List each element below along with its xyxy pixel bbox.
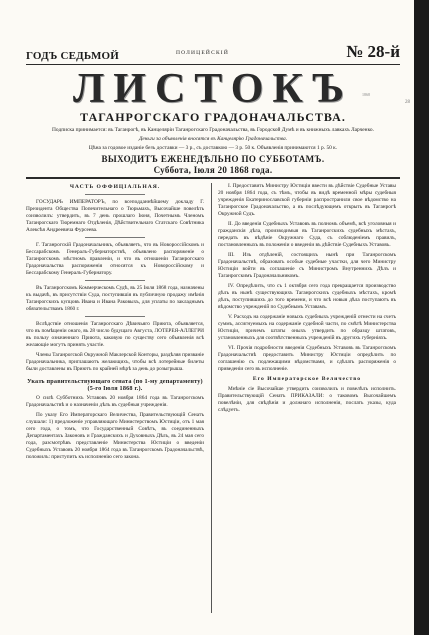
imperial-approval-title: Его Императорское Величество [252,376,362,382]
article-paragraph: По указу Его Императорскаго Величества, Правительствующій Сенатъ слушали: 1) предложеніе управляющаго Министерствомъ Юстиціи, отъ 1 мая сего года, о томъ, что Государственный Совѣтъ, въ соединенныхъ Департаментахъ Законовъ и Гражданскихъ и Духовныхъ Дѣлъ, въ 24 мая сего года, разсмотрѣвъ представленіе Министерства Юстиціи о введеніи Судебныхъ Уставовъ 20 ноября 1864 года въ Таганрогскомъ Градоначальствѣ, положилъ: приступить къ исполненію сего закона. [26,412,204,460]
police-label: ПОЛИЦЕЙСКІЙ [176,50,230,56]
column-divider [211,183,212,613]
senate-decree-title: Указъ правительствующаго сената (по 1-му департаменту) (5-го Іюля 1868 г.). [27,378,203,392]
subscription-line-2: Цѣна за годовое изданіе безъ доставки — 3 р., съ доставкою — 3 р. 50 к. Объявленія принимаются 1 р. 50 к. [88,145,338,151]
divider-rule [85,194,145,195]
article-paragraph: Въ Таганрогскомъ Коммерческомъ Судѣ, въ 25 Іюля 1868 года, назначены къ выдачѣ, въ присутствіи Суда, поступившія въ публичную продажу имѣнія Таганрогскихъ купцовъ Ивана и Ивана Раковыхъ, для уплаты по закладнымъ обязательствамъ 1860 г. [26,285,204,312]
article-paragraph: ГОСУДАРЬ ИМПЕРАТОРЪ, по всеподданнѣйшему докладу Г. Президента Общества Попечительнаго о Тюрьмахъ, Высочайше повелѣть соизволилъ: утвердить, въ 7 день прошлаго Іюня, Почетнымъ Членомъ Таганрогскаго Тюремнаго Отдѣленія, Дѣйствительнаго Статскаго Совѣтника Алексѣя Андреевича Фурсеева. [26,199,204,233]
official-section-title: ЧАСТЬ ОФФИЦІАЛЬНАЯ. [69,184,161,190]
issue-date: Суббота, Іюля 20 1868 года. [26,165,400,179]
masthead-title: ЛИСТОКЪ [72,66,353,112]
year-label: ГОДЪ СЕДЬМОЙ [26,50,120,62]
article-paragraph: Г. Таганрогскій Градоначальникъ, объявляетъ, что въ Новороссійскомъ и Бессарабскомъ Генералъ-Губернаторствѣ, объявлено распоряженіе о Таганрогскомъ мѣстномъ правленіи, и что въ отношеніи Таганрогскаго Градоначальства распоряженія относятся къ Новороссійскому и Бессарабскому Генералъ-Губернатору. [26,242,204,276]
issue-number: № 28-й [346,42,400,61]
strip-mark: 28 [405,100,410,105]
article-paragraph: V. Расходъ на содержаніе новыхъ судебныхъ учрежденій отнести на счетъ суммъ, ассигнуемыхъ на содержаніе судебной части, по смѣтѣ Министерства Юстиціи, причемъ штаты оныхъ утвердить по образцу штатовъ, установленныхъ для соотвѣтственныхъ учрежденій въ другихъ губерніяхъ. [218,314,396,341]
article-paragraph: Мнѣніе сіе Высочайше утвердить соизволилъ и повелѣлъ исполнить. Правительствующій Сенатъ ПРИКАЗАЛИ: о таковомъ Высочайшемъ повелѣніи, для свѣдѣнія и должнаго исполненія, послать указы, куда слѣдуетъ. [218,386,396,413]
article-paragraph: VI. Прочія подробности введенія Судебныхъ Уставовъ въ Таганрогскомъ Градоначальствѣ предоставить Министру Юстиціи опредѣлить по соглашенію съ подлежащими вѣдомствами, и сдѣлать распоряженія о приведеніи сего въ исполненіе. [218,345,396,372]
margin-mark: 1868 [362,92,370,97]
newspaper-sheet [26,44,400,613]
article-paragraph: III. Изъ отдѣленій, состоящихъ нынѣ при Таганрогскомъ Градоначальствѣ, образовать особые судебные участки, для чего Министру Юстиціи войти въ соглашеніе съ Министромъ Внутреннихъ Дѣлъ и Таганрогскимъ Градоначальникомъ. [218,252,396,279]
divider-rule [85,280,145,281]
article-paragraph: Члены Таганрогской Окружной Маклерской Конторы, раздѣляя призваніе Градоначальника, приглашаютъ желающихъ, чтобы всѣ лотерейные билеты были доставлены въ Приютъ по крайней мѣрѣ за день до розыгрыша. [26,352,204,372]
weekly-label: ВЫХОДИТЪ ЕЖЕНЕДѢЛЬНО ПО СУББОТАМЪ. [101,154,325,164]
scan-edge-strip [414,0,429,635]
article-paragraph: II. До введенія Судебныхъ Уставовъ въ полномъ объемѣ, всѣ уголовныя и гражданскія дѣла, производимыя въ Таганрогскихъ судебныхъ мѣстахъ, передать въ вѣдѣніе Окружнаго Суда, съ соблюденіемъ правилъ, постановленныхъ въ положеніи о введеніи въ дѣйствіе Судебныхъ Уставовъ. [218,221,396,248]
masthead-subtitle: ТАГАНРОГСКАГО ГРАДОНАЧАЛЬСТВА. [80,110,346,124]
article-paragraph: О силѣ Субботнихъ Уставовъ 20 ноября 1864 года въ Таганрогскомъ Градоначальствѣ и о назначеніи дѣлъ въ судебныя учрежденія. [26,395,204,408]
divider-rule [85,237,145,238]
article-paragraph: IV. Опредѣлить, что съ 1 октября сего года прекращается производство дѣлъ въ нынѣ существующихъ Таганрогскихъ судебныхъ мѣстахъ, кромѣ дѣлъ, поступившихъ до того времени, и что всѣ новыя дѣла поступаютъ въ вѣдомство учрежденій по Судебнымъ Уставамъ. [218,283,396,310]
divider-rule [85,316,145,317]
italic-info-line: Деньги за объявленія вносятся въ Канцелярію Градоначальства. [138,136,288,142]
article-paragraph: Вслѣдствіе отношенія Таганрогскаго Дѣвичьяго Приюта, объявляется, что въ помѣщеніи онаго, въ 28 число будущаго Августа, ЛОТЕРЕЯ-АЛЛЕГРИ въ пользу означеннаго Приюта, каковую по существу сего объявленія всѣ желающіе могутъ принять участіе. [26,321,204,348]
left-column [26,183,204,613]
article-paragraph: I. Предоставить Министру Юстиціи ввести въ дѣйствіе Судебные Уставы 20 ноября 1864 года, съ тѣмъ, чтобы въ видѣ временной мѣры судебныя учрежденія Екатеринославской губерніи распространили свое вѣдомство на Таганрогское Градоначальство, а въ послѣдующемъ открыть въ Таганрогѣ Окружной Судъ. [218,183,396,217]
top-info-line [26,44,400,65]
right-column [218,183,396,613]
article-columns [26,183,400,613]
subscription-line-1: Подписка принимается: въ Таганрогѣ, въ Канцеляріи Таганрогскаго Градоначальства, въ Городской Думѣ и въ книжныхъ лавкахъ Ларченко. [52,127,374,133]
